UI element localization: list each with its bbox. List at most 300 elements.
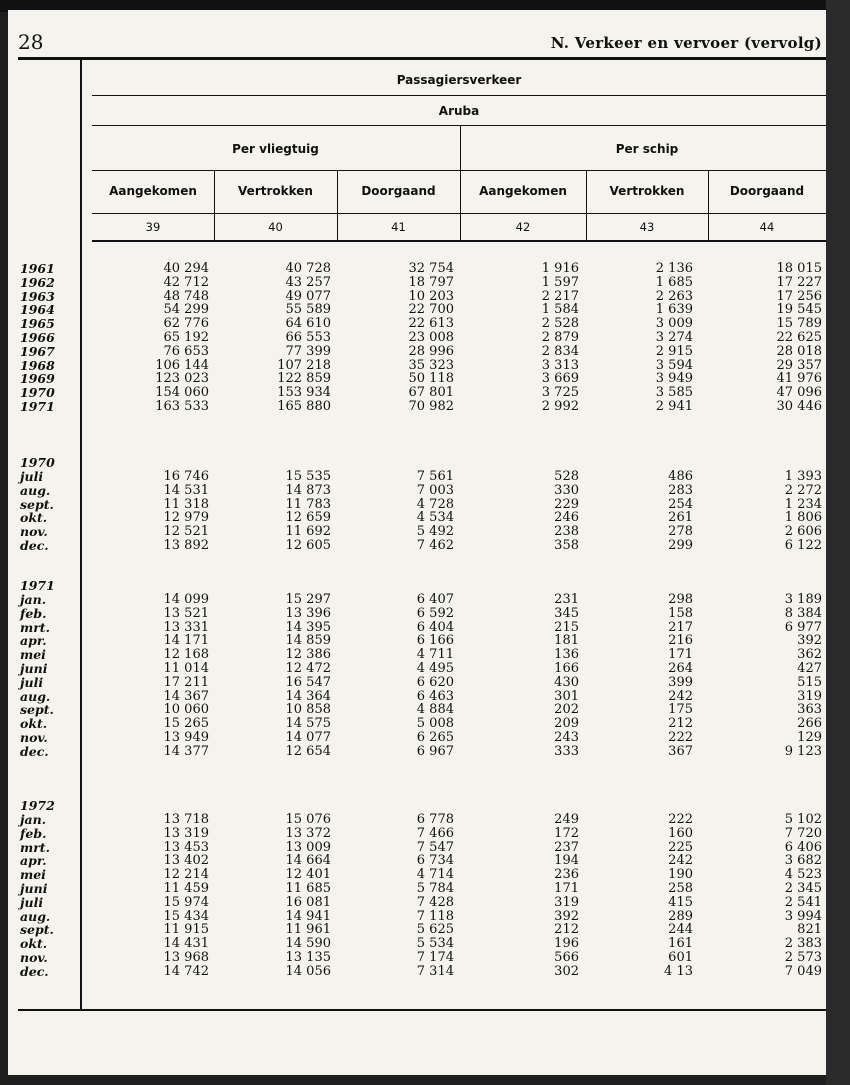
table-cell: 209	[554, 716, 579, 732]
bottom-rule	[18, 1009, 826, 1011]
table-cell: 3 994	[784, 908, 822, 924]
row-label: aug.	[20, 908, 51, 924]
table-cell: 212	[668, 716, 693, 732]
table-cell: 11 692	[285, 524, 331, 540]
table-cell: 2 541	[784, 894, 822, 910]
table-row	[8, 676, 826, 689]
table-cell: 76 653	[163, 343, 209, 359]
table-cell: 242	[668, 688, 693, 704]
col-number-40: 40	[268, 220, 283, 234]
row-label: apr.	[20, 633, 47, 649]
table-cell: 28 018	[776, 343, 822, 359]
table-cell: 6 778	[416, 812, 454, 827]
table-cell: 2 272	[784, 482, 822, 498]
table-cell: 4 728	[416, 496, 454, 512]
table-cell: 40 728	[285, 261, 331, 276]
table-cell: 19 545	[776, 302, 822, 318]
row-label: mrt.	[20, 619, 50, 635]
table-cell: 14 099	[163, 592, 209, 607]
table-cell: 12 168	[163, 647, 209, 663]
table-cell: 6 166	[416, 633, 454, 649]
row-label: sept.	[20, 702, 54, 718]
table-cell: 17 211	[163, 674, 209, 690]
row-label: juli	[20, 469, 44, 484]
table-cell: 236	[554, 867, 579, 883]
table-cell: 13 402	[163, 853, 209, 869]
table-cell: 2 136	[655, 261, 693, 276]
table-cell: 172	[554, 825, 579, 841]
table-cell: 3 313	[541, 357, 579, 373]
table-cell: 6 407	[416, 592, 454, 607]
table-cell: 261	[668, 510, 693, 526]
table-cell: 399	[668, 674, 693, 690]
table-cell: 181	[554, 633, 579, 649]
table-row	[8, 703, 826, 716]
table-row	[8, 276, 826, 289]
table-cell: 254	[668, 496, 693, 512]
row-label: aug.	[20, 482, 51, 498]
row-label: dec.	[20, 538, 49, 553]
table-cell: 5 534	[416, 936, 454, 952]
table-cell: 122 859	[277, 371, 331, 387]
table-cell: 14 171	[163, 633, 209, 649]
table-cell: 12 659	[285, 510, 331, 526]
table-cell: 7 314	[416, 963, 454, 979]
table-row	[8, 854, 826, 867]
table-cell: 566	[554, 950, 579, 965]
table-row	[8, 470, 826, 483]
table-cell: 11 961	[285, 922, 331, 938]
row-label: 1970	[20, 385, 55, 401]
table-cell: 266	[797, 716, 822, 732]
table-cell: 1 584	[541, 302, 579, 318]
table-cell: 392	[797, 633, 822, 649]
col-number-39: 39	[145, 220, 161, 234]
table-cell: 17 256	[776, 288, 822, 304]
table-row	[8, 593, 826, 606]
table-cell: 333	[554, 743, 579, 759]
table-cell: 13 949	[163, 730, 209, 745]
table-cell: 123 023	[155, 371, 209, 387]
table-row	[8, 882, 826, 895]
row-label: sept.	[20, 496, 54, 512]
table-cell: 13 892	[163, 538, 209, 553]
table-cell: 3 682	[784, 853, 822, 869]
table-cell: 515	[797, 674, 822, 690]
table-cell: 363	[797, 702, 822, 718]
table-cell: 222	[668, 812, 693, 827]
table-cell: 6 406	[784, 839, 822, 855]
col-header-41: Doorgaand	[361, 184, 436, 198]
table-row	[8, 827, 826, 840]
table-cell: 194	[554, 853, 579, 869]
row-label: dec.	[20, 743, 49, 759]
table-cell: 12 472	[285, 661, 331, 676]
table-row	[8, 386, 826, 399]
row-label: mrt.	[20, 839, 50, 855]
row-label: okt.	[20, 716, 48, 732]
table-row	[8, 731, 826, 744]
table-cell: 6 620	[416, 674, 454, 690]
table-cell: 158	[668, 605, 693, 621]
table-cell: 106 144	[155, 357, 209, 373]
col-header-42: Aangekomen	[479, 184, 567, 198]
table-cell: 14 575	[285, 716, 331, 732]
table-cell: 2 941	[655, 399, 693, 414]
table-cell: 62 776	[163, 316, 209, 332]
table-cell: 29 357	[776, 357, 822, 373]
row-label: sept.	[20, 922, 54, 938]
table-cell: 14 859	[285, 633, 331, 649]
table-row	[8, 317, 826, 330]
table-cell: 13 453	[163, 839, 209, 855]
header-region: Aruba	[438, 104, 480, 118]
table-cell: 7 174	[416, 950, 454, 965]
table-row	[8, 303, 826, 316]
row-label: 1965	[20, 316, 55, 332]
table-cell: 299	[668, 538, 693, 553]
table-row	[8, 498, 826, 511]
table-cell: 2 879	[541, 330, 579, 345]
table-cell: 10 060	[163, 702, 209, 718]
table-cell: 47 096	[776, 385, 822, 401]
table-cell: 2 263	[655, 288, 693, 304]
table-cell: 229	[554, 496, 579, 512]
row-label: apr.	[20, 853, 47, 869]
table-cell: 302	[554, 963, 579, 979]
table-row	[8, 923, 826, 936]
table-cell: 216	[668, 633, 693, 649]
table-cell: 2 834	[541, 343, 579, 359]
table-cell: 249	[554, 812, 579, 827]
table-row	[8, 511, 826, 524]
table-cell: 13 968	[163, 950, 209, 965]
table-cell: 14 377	[163, 743, 209, 759]
table-cell: 14 431	[163, 936, 209, 952]
row-label: juli	[20, 894, 44, 910]
table-cell: 6 592	[416, 605, 454, 621]
table-cell: 70 982	[408, 399, 454, 414]
table-row	[8, 937, 826, 950]
table-cell: 15 974	[163, 894, 209, 910]
table-cell: 2 606	[784, 524, 822, 540]
table-cell: 6 967	[416, 743, 454, 759]
table-row	[8, 262, 826, 275]
table-cell: 3 585	[655, 385, 693, 401]
table-cell: 3 669	[541, 371, 579, 387]
table-cell: 12 386	[285, 647, 331, 663]
table-cell: 330	[554, 482, 579, 498]
table-cell: 11 014	[163, 661, 209, 676]
table-cell: 5 625	[416, 922, 454, 938]
row-label: 1968	[20, 357, 55, 373]
table-row	[8, 690, 826, 703]
table-cell: 16 746	[163, 469, 209, 484]
table-cell: 217	[668, 619, 693, 635]
table-cell: 14 742	[163, 963, 209, 979]
table-cell: 345	[554, 605, 579, 621]
table-cell: 171	[668, 647, 693, 663]
table-cell: 2 383	[784, 936, 822, 952]
table-cell: 3 009	[655, 316, 693, 332]
table-cell: 16 547	[285, 674, 331, 690]
table-cell: 392	[554, 908, 579, 924]
header-rule-5	[92, 240, 826, 242]
table-cell: 4 534	[416, 510, 454, 526]
table-cell: 283	[668, 482, 693, 498]
table-cell: 3 274	[655, 330, 693, 345]
table-row	[8, 951, 826, 964]
table-cell: 319	[554, 894, 579, 910]
table-cell: 165 880	[277, 399, 331, 414]
table-cell: 222	[668, 730, 693, 745]
table-cell: 6 265	[416, 730, 454, 745]
table-cell: 12 401	[285, 867, 331, 883]
table-cell: 6 734	[416, 853, 454, 869]
table-row	[8, 662, 826, 675]
table-cell: 13 135	[285, 950, 331, 965]
table-cell: 15 535	[285, 469, 331, 484]
table-cell: 237	[554, 839, 579, 855]
row-label: 1962	[20, 274, 55, 290]
table-row	[8, 400, 826, 413]
row-label: jan.	[20, 592, 47, 607]
header-by-air: Per vliegtuig	[232, 142, 319, 156]
row-label: okt.	[20, 936, 48, 952]
table-cell: 5 008	[416, 716, 454, 732]
table-cell: 3 594	[655, 357, 693, 373]
col-number-43: 43	[639, 220, 655, 234]
table-cell: 1 639	[655, 302, 693, 318]
page-number: 28	[18, 30, 44, 54]
table-cell: 7 049	[784, 963, 822, 979]
table-cell: 212	[554, 922, 579, 938]
table-cell: 7 428	[416, 894, 454, 910]
top-rule	[18, 57, 826, 60]
table-cell: 171	[554, 881, 579, 896]
table-cell: 264	[668, 661, 693, 676]
table-cell: 154 060	[155, 385, 209, 401]
period-group-label: 1972	[20, 798, 55, 813]
table-cell: 1 393	[784, 469, 822, 484]
row-label: nov.	[20, 950, 48, 965]
row-label: nov.	[20, 524, 48, 540]
table-cell: 14 531	[163, 482, 209, 498]
table-row	[8, 648, 826, 661]
table-cell: 3 949	[655, 371, 693, 387]
table-cell: 289	[668, 908, 693, 924]
table-cell: 15 265	[163, 716, 209, 732]
table-cell: 54 299	[163, 302, 209, 318]
table-cell: 427	[797, 661, 822, 676]
table-cell: 12 605	[285, 538, 331, 553]
table-cell: 40 294	[163, 261, 209, 276]
table-cell: 2 992	[541, 399, 579, 414]
table-cell: 161	[668, 936, 693, 952]
table-cell: 30 446	[776, 399, 822, 414]
col-number-41: 41	[391, 220, 406, 234]
table-cell: 14 664	[285, 853, 331, 869]
table-cell: 4 711	[416, 647, 454, 663]
table-cell: 243	[554, 730, 579, 745]
table-cell: 107 218	[277, 357, 331, 373]
row-label: 1963	[20, 288, 55, 304]
table-cell: 11 915	[163, 922, 209, 938]
row-label: 1971	[20, 399, 55, 414]
table-cell: 821	[797, 922, 822, 938]
table-cell: 49 077	[285, 288, 331, 304]
period-group-label: 1970	[20, 455, 55, 470]
table-cell: 367	[668, 743, 693, 759]
table-cell: 1 685	[655, 274, 693, 290]
table-cell: 12 654	[285, 743, 331, 759]
table-cell: 136	[554, 647, 579, 663]
table-cell: 4 13	[664, 963, 693, 979]
table-cell: 77 399	[285, 343, 331, 359]
table-cell: 66 553	[285, 330, 331, 345]
header-rule-2	[92, 125, 826, 126]
table-row	[8, 896, 826, 909]
table-row	[8, 345, 826, 358]
table-row	[8, 539, 826, 552]
row-label: okt.	[20, 510, 48, 526]
table-row	[8, 359, 826, 372]
table-cell: 55 589	[285, 302, 331, 318]
table-cell: 6 122	[784, 538, 822, 553]
table-row	[8, 745, 826, 758]
row-label: jan.	[20, 812, 47, 827]
table-cell: 129	[797, 730, 822, 745]
row-label: feb.	[20, 605, 47, 621]
col-header-39: Aangekomen	[109, 184, 197, 198]
table-row	[8, 331, 826, 344]
table-cell: 362	[797, 647, 822, 663]
table-cell: 2 528	[541, 316, 579, 332]
table-cell: 13 396	[285, 605, 331, 621]
table-cell: 2 915	[655, 343, 693, 359]
table-cell: 15 789	[776, 316, 822, 332]
table-cell: 67 801	[408, 385, 454, 401]
table-cell: 11 318	[163, 496, 209, 512]
table-row	[8, 621, 826, 634]
table-cell: 11 783	[285, 496, 331, 512]
period-group-label: 1971	[20, 578, 55, 593]
table-cell: 12 521	[163, 524, 209, 540]
table-cell: 9 123	[784, 743, 822, 759]
table-cell: 15 297	[285, 592, 331, 607]
table-cell: 18 797	[408, 274, 454, 290]
table-cell: 42 712	[163, 274, 209, 290]
table-cell: 13 372	[285, 825, 331, 841]
table-cell: 175	[668, 702, 693, 718]
table-cell: 6 404	[416, 619, 454, 635]
table-cell: 17 227	[776, 274, 822, 290]
col-number-42: 42	[515, 220, 531, 234]
row-label: 1961	[20, 261, 55, 276]
table-cell: 32 754	[408, 261, 454, 276]
row-label: nov.	[20, 730, 48, 745]
table-cell: 4 495	[416, 661, 454, 676]
table-cell: 7 561	[416, 469, 454, 484]
table-cell: 15 434	[163, 908, 209, 924]
table-cell: 28 996	[408, 343, 454, 359]
table-cell: 41 976	[776, 371, 822, 387]
table-cell: 7 466	[416, 825, 454, 841]
table-cell: 163 533	[155, 399, 209, 414]
table-cell: 1 234	[784, 496, 822, 512]
table-cell: 415	[668, 894, 693, 910]
table-cell: 14 395	[285, 619, 331, 635]
table-cell: 13 718	[163, 812, 209, 827]
row-label: aug.	[20, 688, 51, 704]
table-cell: 246	[554, 510, 579, 526]
table-cell: 301	[554, 688, 579, 704]
row-label: juni	[20, 661, 48, 676]
table-cell: 22 613	[408, 316, 454, 332]
table-cell: 6 463	[416, 688, 454, 704]
col-header-43: Vertrokken	[609, 184, 685, 198]
table-cell: 14 056	[285, 963, 331, 979]
table-cell: 43 257	[285, 274, 331, 290]
table-cell: 12 979	[163, 510, 209, 526]
table-row	[8, 813, 826, 826]
row-label: 1967	[20, 343, 55, 359]
header-rule-4	[92, 213, 826, 214]
table-row	[8, 868, 826, 881]
table-cell: 3 725	[541, 385, 579, 401]
table-cell: 8 384	[784, 605, 822, 621]
table-cell: 5 784	[416, 881, 454, 896]
row-label: feb.	[20, 825, 47, 841]
table-cell: 10 203	[408, 288, 454, 304]
table-cell: 4 884	[416, 702, 454, 718]
table-cell: 319	[797, 688, 822, 704]
table-cell: 64 610	[285, 316, 331, 332]
table-cell: 242	[668, 853, 693, 869]
table-cell: 10 858	[285, 702, 331, 718]
table-cell: 601	[668, 950, 693, 965]
row-label: mei	[20, 647, 46, 663]
table-row	[8, 717, 826, 730]
table-cell: 14 364	[285, 688, 331, 704]
table-cell: 258	[668, 881, 693, 896]
table-cell: 22 625	[776, 330, 822, 345]
table-cell: 298	[668, 592, 693, 607]
document-page	[8, 10, 826, 1075]
table-cell: 16 081	[285, 894, 331, 910]
table-cell: 5 492	[416, 524, 454, 540]
col-header-40: Vertrokken	[238, 184, 313, 198]
table-cell: 14 590	[285, 936, 331, 952]
table-cell: 50 118	[408, 371, 454, 387]
row-label: juli	[20, 674, 44, 690]
table-cell: 15 076	[285, 812, 331, 827]
row-label: dec.	[20, 963, 49, 979]
row-label: juni	[20, 881, 48, 896]
table-cell: 244	[668, 922, 693, 938]
table-cell: 22 700	[408, 302, 454, 318]
col-header-44: Doorgaand	[729, 184, 805, 198]
table-cell: 7 547	[416, 839, 454, 855]
header-rule-3	[92, 170, 826, 171]
table-row	[8, 965, 826, 978]
table-row	[8, 841, 826, 854]
table-cell: 14 367	[163, 688, 209, 704]
table-row	[8, 372, 826, 385]
table-cell: 231	[554, 592, 579, 607]
table-cell: 65 192	[163, 330, 209, 345]
table-cell: 7 118	[416, 908, 454, 924]
